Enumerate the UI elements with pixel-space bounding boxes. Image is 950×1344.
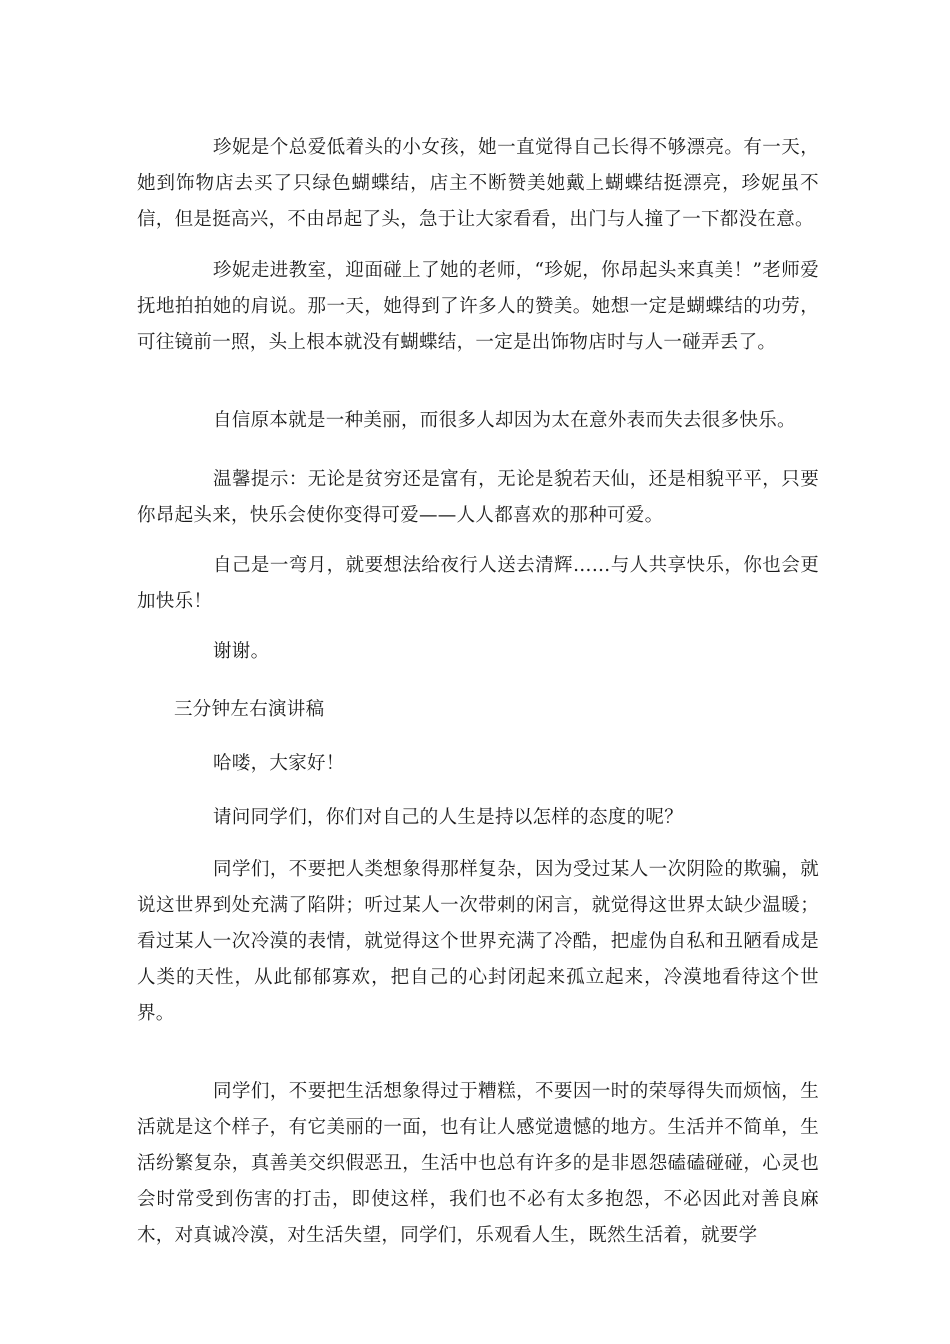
paragraph-humanity: 同学们，不要把人类想象得那样复杂，因为受过某人一次阴险的欺骗，就说这世界到处充满了陷阱；听过某人一次带刺的闲言，就觉得这世界太缺少温暖；看过某人一次冷漠的表情，就觉得这个世界充满了冷酷，把虚伪自私和丑陋看成是人类的天性，从此郁郁寡欢，把自己的心封闭起来孤立起来，冷漠地看待这个世界。 xyxy=(137,859,819,1024)
paragraph-greeting: 哈喽，大家好！ xyxy=(213,753,345,774)
paragraph-tip: 温馨提示：无论是贫穷还是富有，无论是貌若天仙，还是相貌平平，只要你昂起头来，快乐会使你变得可爱——人人都喜欢的那种可爱。 xyxy=(137,469,819,526)
paragraph-moon: 自己是一弯月，就要想法给夜行人送去清辉……与人共享快乐，你也会更加快乐！ xyxy=(137,555,819,612)
paragraph-question: 请问同学们，你们对自己的人生是持以怎样的态度的呢？ xyxy=(213,807,684,828)
section-title: 三分钟左右演讲稿 xyxy=(174,699,325,720)
paragraph-jenny-bow: 珍妮是个总爱低着头的小女孩，她一直觉得自己长得不够漂亮。有一天，她到饰物店去买了只绿色蝴蝶结，店主不断赞美她戴上蝴蝶结挺漂亮，珍妮虽不信，但是挺高兴，不由昂起了头，急于让大家看看，出门与人撞了一下都没在意。 xyxy=(137,137,819,230)
paragraph-jenny-classroom: 珍妮走进教室，迎面碰上了她的老师，“珍妮，你昂起头来真美！”老师爱抚地拍拍她的肩说。那一天，她得到了许多人的赞美。她想一定是蝴蝶结的功劳，可往镜前一照，头上根本就没有蝴蝶结，一定是出饰物店时与人一碰弄丢了。 xyxy=(137,260,819,353)
paragraph-thanks: 谢谢。 xyxy=(213,641,270,662)
paragraph-life: 同学们，不要把生活想象得过于糟糕，不要因一时的荣辱得失而烦恼，生活就是这个样子，有它美丽的一面，也有让人感觉遗憾的地方。生活并不简单，生活纷繁复杂，真善美交织假恶丑，生活中也总有许多的是非恩怨磕磕碰碰，心灵也会时常受到伤害的打击，即使这样，我们也不必有太多抱怨，不必因此对善良麻木，对真诚冷漠，对生活失望，同学们，乐观看人生，既然生活着，就要学 xyxy=(137,1081,819,1246)
paragraph-confidence: 自信原本就是一种美丽，而很多人却因为太在意外表而失去很多快乐。 xyxy=(213,410,796,431)
